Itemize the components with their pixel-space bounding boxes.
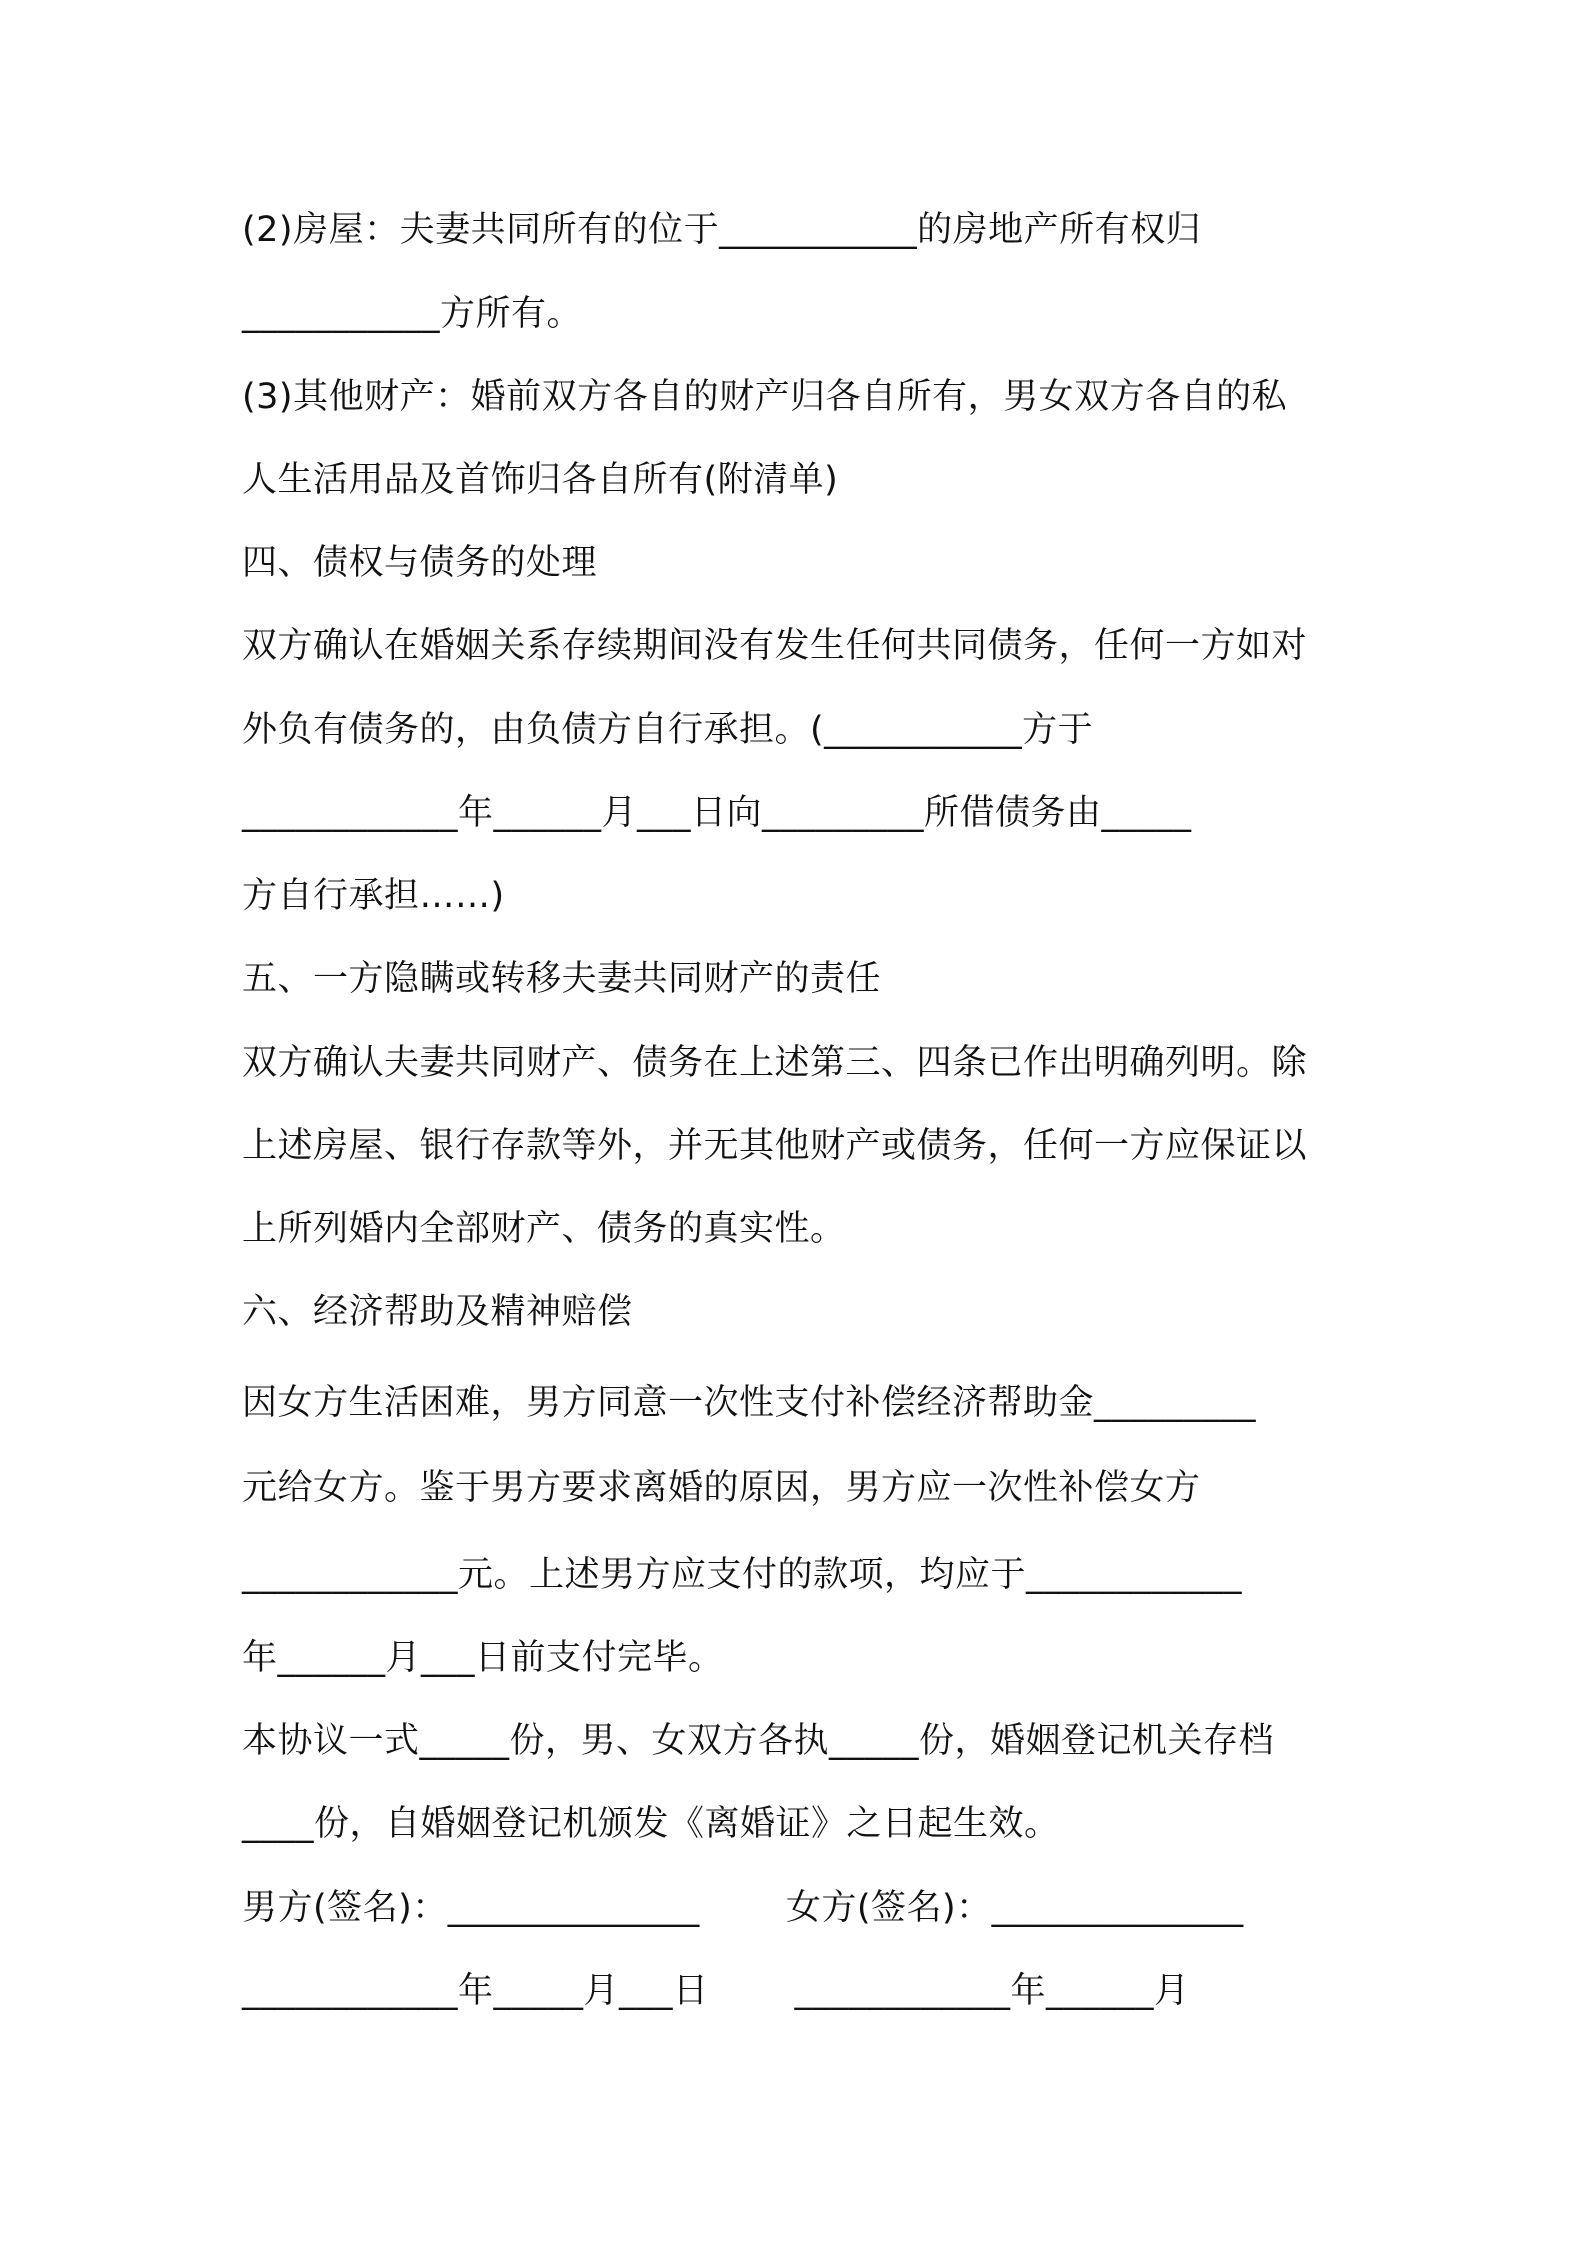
section-heading: 五、一方隐瞒或转移夫妻共同财产的责任 — [242, 959, 882, 999]
female-signature: 女方(签名)：______________ — [785, 1888, 1244, 1928]
text-line: (3)其他财产：婚前双方各自的财产归各自所有，男女双方各自的私 — [242, 377, 1288, 417]
section-heading: 六、经济帮助及精神赔偿 — [242, 1292, 633, 1332]
section-heading: 四、债权与债务的处理 — [242, 543, 598, 583]
text-line: ___________方所有。 — [242, 294, 583, 334]
signature-line — [242, 1884, 1244, 1932]
text-line: 因女方生活困难，男方同意一次性支付补偿经济帮助金_________ — [242, 1383, 1257, 1423]
text-line: ____________年______月___日向_________所借债务由_____ — [242, 793, 1192, 833]
date-line — [242, 1967, 1190, 2015]
text-line: 双方确认夫妻共同财产、债务在上述第三、四条已作出明确列明。除 — [242, 1043, 1308, 1083]
text-line: 人生活用品及首饰归各自所有(附清单) — [242, 460, 839, 500]
text-line: 方自行承担……) — [242, 876, 505, 916]
text-line: 上所列婚内全部财产、债务的真实性。 — [242, 1209, 846, 1249]
text-line: ____份，自婚姻登记机颁发《离婚证》之日起生效。 — [242, 1804, 1060, 1844]
male-signature: 男方(签名)：______________ — [242, 1888, 700, 1928]
text-line: 外负有债务的，由负债方自行承担。(___________方于 — [242, 710, 1094, 750]
text-line: 元给女方。鉴于男方要求离婚的原因，男方应一次性补偿女方 — [242, 1468, 1201, 1508]
text-line: 本协议一式_____份，男、女双方各执_____份，婚姻登记机关存档 — [242, 1721, 1275, 1761]
text-line: 年______月___日前支付完毕。 — [242, 1638, 724, 1678]
female-date: ____________年______月 — [794, 1971, 1190, 2011]
text-line: 双方确认在婚姻关系存续期间没有发生任何共同债务，任何一方如对 — [242, 626, 1308, 666]
text-line: 上述房屋、银行存款等外，并无其他财产或债务，任何一方应保证以 — [242, 1126, 1308, 1166]
text-line: (2)房屋：夫妻共同所有的位于___________的房地产所有权归 — [242, 210, 1202, 250]
text-line: ____________元。上述男方应支付的款项，均应于____________ — [242, 1555, 1243, 1595]
male-date: ____________年_____月___日 — [242, 1971, 709, 2011]
